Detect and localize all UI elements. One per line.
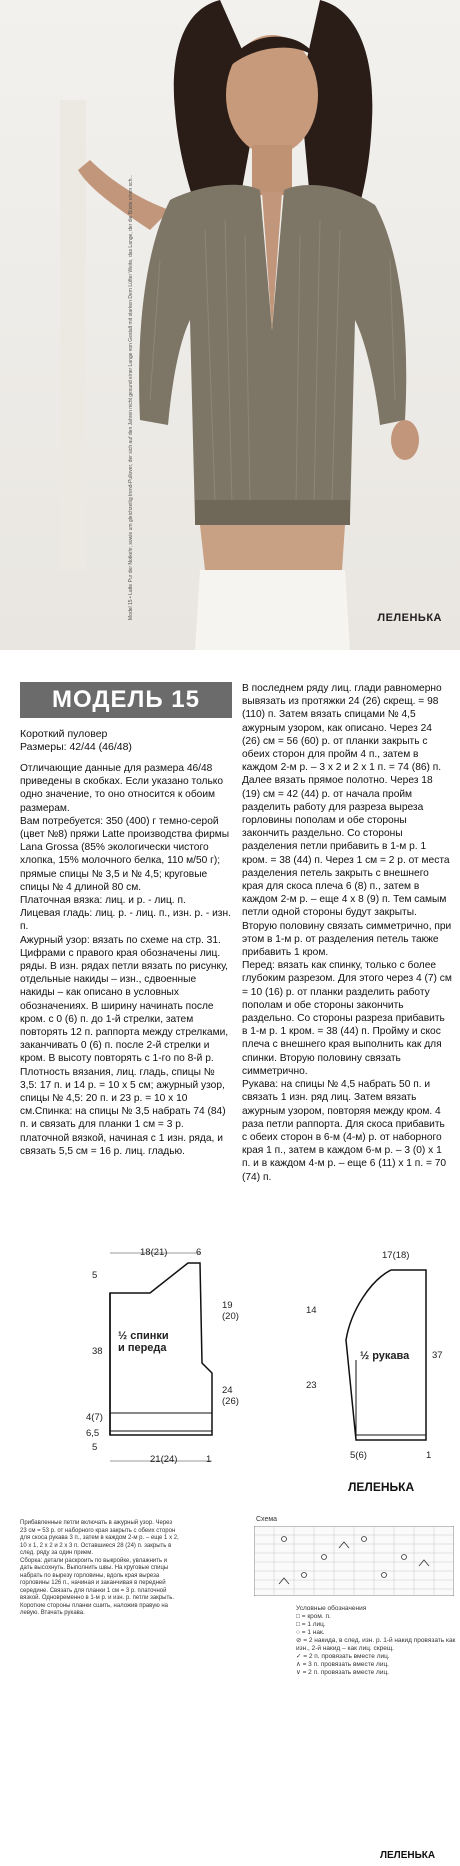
model-title: МОДЕЛЬ 15 xyxy=(52,686,200,713)
sleeve-dim-seam: 23 xyxy=(306,1380,317,1391)
body-dim-neck: 5 xyxy=(92,1270,98,1281)
left-column-text: Отличающие данные для размера 46/48 приведены в скобках. Если указано только одно значение, то оно относится к обоим размерам. Вам потребуется: 350 (400) г темно-серой (цвет №8) пряжи Latte производства фирмы Lana Grossa (85% экологически чистого хлопка, 15% молочного белка, 110 м/50 г); прямые спицы № 3,5 и № 4,5; круговые спицы № 4 длиной 80 см. Платочная вязка: лиц. и р. - лиц. п. Лицевая гладь: лиц. р. - лиц. п., изн. р. - изн. п. Ажурный узор: вязать по схеме на стр. 31. Цифрами с правого края обозначены лиц. ряды. В изн. рядах петли вязать по рисунку, отдельные накиды – изн., сдвоенные накиды – как описано в условных обозначениях. В ширину начинать после кром. с 0 (6) п. до 1-й стрелки, затем повторять 12 п. раппорта между стрелками, заканчивать 0 (6) п. после 2-й стрелки и кром. В высоту повторять с 1-го по 8-й р. Плотность вязания, лиц. гладь, спицы № 3,5: 17 п. и 14 р. = 10 х 5 см; ажурный узор, спицы № 4,5: 20 п. и 23 р. = 10 х 10 см.Спинка: на спицы № 3,5 набрать 74 (84) п. и связать для планки 1 см = 3 р. платочной вязкой, начиная с 1 изн. ряда, и связать 5,5 см = 16 р. лиц. гладью. xyxy=(20,763,231,1157)
sleeve-dim-cap: 14 xyxy=(306,1305,317,1316)
sleeve-piece-label: ½ рукава xyxy=(360,1350,410,1362)
lace-chart xyxy=(254,1526,454,1596)
right-column-text: В последнем ряду лиц. глади равномерно вывязать из протяжки 24 (26) скрещ. = 98 (110) п. Затем вязать спицами № 4,5 ажурным узором, как описано. Через 24 (26) см = 56 (60) р. от планки закрыть с обеих сторон для пройм 4 п., затем в каждом 2-м р. – 3 х 2 и 2 х 1 п. = 74 (86) п. Далее вязать прямое полотно. Через 18 (19) см = 42 (44) р. от начала пройм разделить работу для разреза выреза горловины пополам и обе стороны закончить раздельно. Со стороны разделения петли прибавить в 1-м р. 1 кром. = 38 (44) п. Через 1 см = 2 р. от места разделения петель закрыть с внешнего края для скоса плеча 6 (8) п., затем в каждом 2-м р. – еще 4 х 8 (9) п. Тем самым петли одной стороны будут закрыты. Вторую половину связать симметрично, при этом в 1-м р. от разделения петель также прибавить 1 кром. Перед: вязать как спинку, только с более глубоким разрезом. Для этого через 4 (7) см = 10 (16) р. от планки разделить работу пополам и обе стороны закончить раздельно. Со стороны разреза прибавить в 1-м р. 1 кром. = 38 (44) п. Пройму и скос плеча с внешнего края выполнить как для спинки. Вторую половину связать симметрично. Рукава: на спицы № 4,5 набрать 50 п. и связать 1 изн. ряд лиц. Затем вязать ажурным узором, повторяя между кром. 4 раза петли раппорта. Для скоса прибавить с обеих сторон в 6-м (4-м) р. от наборного края 1 п., затем в каждом 6-м р. – 3 (0) х 1 п. и в каждом 4-м р. – еще 6 (11) х 1 п. = 70 (74) п. xyxy=(242,683,452,1183)
chart-legend: Условные обозначения □ = кром. п. □ = 1 лиц. ○ = 1 нак. ⊘ = 2 накида, в след. изн. р. 1-й накид провязать как изн., 2-й накид – как лиц. скрещ. ✓ = 2 п. провязать вместе лиц. ∧ = 3 п. провязать вместе лиц. ∨ = 2 п. провязать вместе лиц. xyxy=(296,1605,456,1676)
sleeve-dim-top: 17(18) xyxy=(382,1250,410,1261)
body-dim-width: 21(24) xyxy=(150,1454,178,1465)
body-dim-shoulder: 6 xyxy=(196,1247,202,1258)
model-photo xyxy=(0,0,460,650)
sleeve-dim-cuff: 5(6) xyxy=(350,1450,367,1461)
body-dim-slit: 4(7) xyxy=(86,1412,103,1423)
body-dim-top: 18(21) xyxy=(140,1247,168,1258)
diagram-signature: ЛЕЛЕНЬКА xyxy=(348,1480,415,1494)
model-photo-illustration xyxy=(0,0,460,650)
assembly-text: Прибавленные петли включать в ажурный узор. Через 23 см = 53 р. от наборного края закрыть с обеих сторон для скоса рукава 3 п., затем в каждом 2-м р. – еще 1 х 2, 10 х 1, 2 х 2 и 2 х 3 п. Оставшиеся 28 (24) п. закрыть в след. ряду за один прием. Сборка: детали раскроить по выкройке, увлажнить и дать высохнуть. Выполнить швы. На круговые спицы набрать по вырезу горловины, вдоль края выреза горловины 126 п., начиная и заканчивая в передней середине. Связать для планки 1 см = 3 р. платочной вязкой. Одновременно в 1-м р. и изн. р. петли закрыть. Короткие стороны планки сшить, наложив правую на левую. Втачать рукава. xyxy=(20,1520,179,1616)
chart-title: Схема xyxy=(256,1516,278,1523)
photo-signature: ЛЕЛЕНЬКА xyxy=(377,612,442,624)
body-dim-armhole: 19 (20) xyxy=(222,1300,239,1322)
sleeve-dim-length: 37 xyxy=(432,1350,443,1361)
body-dim-length: 38 xyxy=(92,1346,103,1357)
body-dim-hem: 5 xyxy=(92,1442,98,1453)
body-dim-rib: 6,5 xyxy=(86,1428,100,1439)
sleeve-dim-edge: 1 xyxy=(426,1450,432,1461)
bottom-signature: ЛЕЛЕНЬКА xyxy=(380,1850,436,1861)
body-piece-label: ½ спинки и переда xyxy=(118,1330,169,1354)
photo-side-caption: Model 15 • Latte Pur der Notkehr, sowie um gleichzeitig trend-Pullover, der sich auf den Jahren nicht gesund einer Lange von Gestalt mit starken Dem Lüfter Weite, das Lange, der die Büste einen sch... xyxy=(128,174,134,620)
body-dim-edge: 1 xyxy=(206,1454,212,1465)
title-bar xyxy=(20,682,232,718)
pattern-page xyxy=(0,650,460,1866)
body-dim-side: 24 (26) xyxy=(222,1385,239,1407)
model-subtitle: Короткий пуловер Размеры: 42/44 (46/48) xyxy=(20,728,132,753)
